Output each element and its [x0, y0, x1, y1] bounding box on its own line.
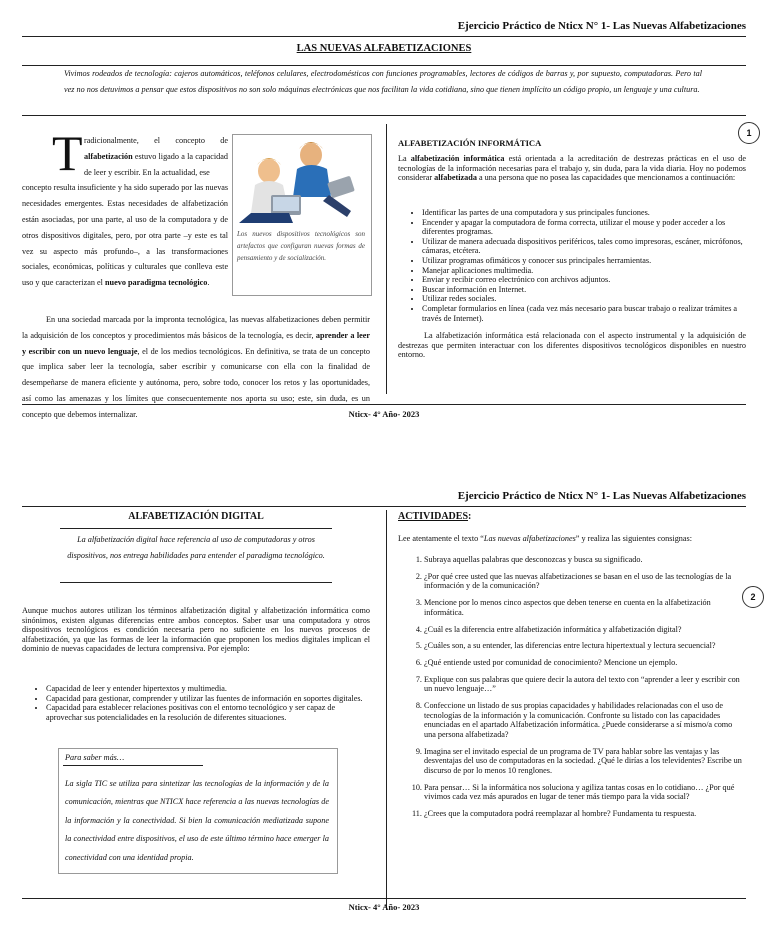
page-footer: Nticx- 4° Año- 2023 [348, 902, 420, 912]
activity-item: 5. ¿Cuáles son, a su entender, las diferencias entre lectura hipertextual y lectura secuencial? [424, 641, 746, 651]
digital-bullet-list [22, 684, 370, 722]
drop-cap: T [52, 125, 83, 181]
digital-quote: La alfabetización digital hace referencia al uso de computadoras y otros dispositivos, nos entrega habilidades para entender el paradigma tecnológico. [67, 535, 325, 560]
digital-paragraph-1: Aunque muchos autores utilizan los términos alfabetización digital y alfabetización informática como sinónimos, existen algunas diferencias entre ambos conceptos. Saber usar una computadora y otros dispositivos tecnológicos es condición necesaria pero no suficiente en los nuevos procesos de alfabetización, ya que las formas de leer la información que proponen los medios digitales implican el dominio de nuevas capacidades de lectura comprensiva. Por ejemplo: [22, 606, 370, 654]
activities-list [398, 555, 746, 826]
illustration-caption: Los nuevos dispositivos tecnológicos son artefactos que configuran nuevas formas de pensamiento y de socialización. [237, 230, 365, 262]
activity-item: 7. Explique con sus palabras que quiere decir la autora del texto con “aprender a leer y escribir con un nuevo lenguaje…” [424, 675, 746, 694]
informatica-paragraph-1: La alfabetización informática está orientada a la acreditación de destrezas prácticas en el uso de tecnologías de la información necesarias para el trabajo y, sin duda, para la vida diaria. Hoy no podemos considerar alfabetizada a una persona que no posea las capacidades que mencionamos a continuación: [398, 154, 747, 183]
column-divider [386, 510, 387, 910]
digital-list-item: • Capacidad de leer y entender hipertextos y multimedia. [46, 684, 370, 694]
informatica-list-item: • Utilizar de manera adecuada dispositivos periféricos, tales como impresoras, escáner, micrófonos, cámaras, etcétera. [422, 237, 746, 256]
informatica-list-item: • Utilizar redes sociales. [422, 294, 746, 304]
header-rule [22, 36, 746, 37]
header-rule [22, 506, 746, 507]
digital-list-item: • Capacidad para establecer relaciones positivas con el entorno tecnológico y ser capaz de aprovechar sus potencialidades en la resolución de diferentes situaciones. [46, 703, 370, 722]
informatica-list-item: • Utilizar programas ofimáticos y conocer sus principales herramientas. [422, 256, 746, 266]
activity-item: 8. Confeccione un listado de sus propias capacidades y habilidades relacionadas con el uso de tecnologías de la información y la comunicación. Confronte su listado con las capacidades enunciadas en el apartado Alfabetización informática. ¿Puede considerarse a sí mismo/a como una persona alfabetizada? [424, 701, 746, 739]
children-laptops-illustration [233, 135, 369, 227]
illustration-box [232, 134, 372, 296]
footer-rule [22, 898, 746, 899]
activity-item: 11. ¿Crees que la computadora podrá reemplazar al hombre? Fundamenta tu respuesta. [424, 809, 746, 819]
page-header: Ejercicio Práctico de Nticx N° 1- Las Nuevas Alfabetizaciones [457, 20, 746, 32]
activity-item: 4. ¿Cuál es la diferencia entre alfabetización informática y alfabetización digital? [424, 625, 746, 635]
informatica-paragraph-2: La alfabetización informática está relacionada con el aspecto instrumental y la adquisición de destrezas que permiten interactuar con los diferentes dispositivos tecnológicos disponibles en nuestro entorno. [398, 331, 746, 360]
actividades-title: ACTIVIDADES [398, 511, 469, 522]
intro-paragraph: Vivimos rodeados de tecnología: cajeros automáticos, teléfonos celulares, electrodomésticos con funciones programables, lectores de códigos de barras y, por supuesto, computadoras. Pero tal vez no nos detuvimos a pensar que estos dispositivos no son solo máquinas electrónicas que nos facilitan la vida cotidiana, sino que tienen implícito un código propio, un lenguaje y una cultura. [64, 69, 702, 94]
page-1 [0, 0, 768, 420]
informatica-list-item: • Buscar información en Internet. [422, 285, 746, 295]
section-heading-actividades: ACTIVIDADES: [398, 511, 472, 522]
paragraph-1-continuation: concepto resulta insuficiente y ha sido superado por las nuevas necesidades emergentes. Estas necesidades de alfabetización están asociadas, por una parte, al uso de la computadora y de otros dispositivos digitales, pero, por otra parte –y este es tal vez su aspecto más profundo–, a las transformaciones sociales, económicas, políticas y culturales que conlleva este uso y que caracterizan el nuevo paradigma tecnológico. [22, 183, 229, 288]
paragraph-2: En una sociedad marcada por la impronta tecnológica, las nuevas alfabetizaciones deben permitir la adquisición de los conceptos y procedimientos más básicos de la tecnología, es decir, aprender a leer y escribir con un nuevo lenguaje, el de los medios tecnológicos. En definitiva, se trata de un concepto que implica saber leer la tecnología, saber escribir y comunicarse con ella con la finalidad de desempeñarse de manera eficiente y autónoma, pero, sobre todo, conocer los retos y las oportunidades, así como las amenazas y los límites que consecuentemente nos aporta su uso; este, sin duda, es un concepto que debemos internalizar. [22, 315, 370, 419]
quote-bottom-rule [60, 582, 332, 583]
activity-item: 9. Imagina ser el invitado especial de un programa de TV para hablar sobre las ventajas y las desventajas del uso de computadoras en la sociedad. ¿Qué le dirías a los televidentes? Escribe un discurso de por lo menos 10 renglones. [424, 747, 746, 776]
info-box-title-rule [63, 765, 203, 766]
page-header: Ejercicio Práctico de Nticx N° 1- Las Nuevas Alfabetizaciones [457, 490, 746, 502]
footer-rule [22, 404, 746, 405]
intro-bottom-rule [22, 115, 746, 116]
activity-item: 10. Para pensar… Si la informática nos soluciona y agiliza tantas cosas en lo cotidiano… ¿Por qué vivimos cada vez más apurados en lugar de tener más tiempo para la vida social? [424, 783, 746, 802]
informatica-list-item: • Completar formularios en línea (cada vez más necesario para buscar trabajo o realizar trámites a través de Internet). [422, 304, 746, 323]
informatica-bullet-list [398, 208, 746, 323]
paragraph-1-start: radicionalmente, el concepto de alfabetización estuvo ligado a la capacidad de leer y escribir. En la actualidad, ese [84, 136, 228, 177]
info-box [58, 748, 338, 874]
page-2 [0, 480, 768, 932]
activity-item: 6. ¿Qué entiende usted por comunidad de conocimiento? Mencione un ejemplo. [424, 658, 746, 668]
marker-circle-1: 1 [738, 122, 760, 144]
activity-item: 2. ¿Por qué cree usted que las nuevas alfabetizaciones se basan en el uso de las tecnologías de la información y de la comunicación? [424, 572, 746, 591]
info-box-title: Para saber más… [65, 753, 125, 762]
digital-list-item: • Capacidad para gestionar, comprender y utilizar las fuentes de información en soportes digitales. [46, 694, 370, 704]
quote-top-rule [60, 528, 332, 529]
activities-instructions: Lee atentamente el texto “Las nuevas alfabetizaciones” y realiza las siguientes consignas: [398, 534, 692, 543]
activity-item: 1. Subraya aquellas palabras que desconozcas y busca su significado. [424, 555, 746, 565]
informatica-list-item: • Identificar las partes de una computadora y sus principales funciones. [422, 208, 746, 218]
informatica-list-item: • Enviar y recibir correo electrónico con archivos adjuntos. [422, 275, 746, 285]
marker-circle-2: 2 [742, 586, 764, 608]
page-footer: Nticx- 4° Año- 2023 [348, 409, 420, 419]
column-divider [386, 124, 387, 394]
info-box-text: La sigla TIC se utiliza para sintetizar las tecnologías de la información y de la comunicación, mientras que NTICX hace referencia a las nuevas tecnologías de la información y la conectividad. Si bien la comunicación mediatizada supone la conectividad entre dispositivos, el uso de este último término hace emerger la conectividad con una identidad propia. [65, 779, 329, 862]
activity-item: 3. Mencione por lo menos cinco aspectos que deben tenerse en cuenta en la alfabetización informática. [424, 598, 746, 617]
section-heading-digital: ALFABETIZACIÓN DIGITAL [128, 511, 264, 522]
informatica-list-item: • Manejar aplicaciones multimedia. [422, 266, 746, 276]
informatica-list-item: • Encender y apagar la computadora de forma correcta, utilizar el mouse y poder acceder a los diferentes programas. [422, 218, 746, 237]
section-heading-informatica: ALFABETIZACIÓN INFORMÁTICA [398, 138, 542, 148]
page-title: LAS NUEVAS ALFABETIZACIONES [296, 43, 472, 54]
